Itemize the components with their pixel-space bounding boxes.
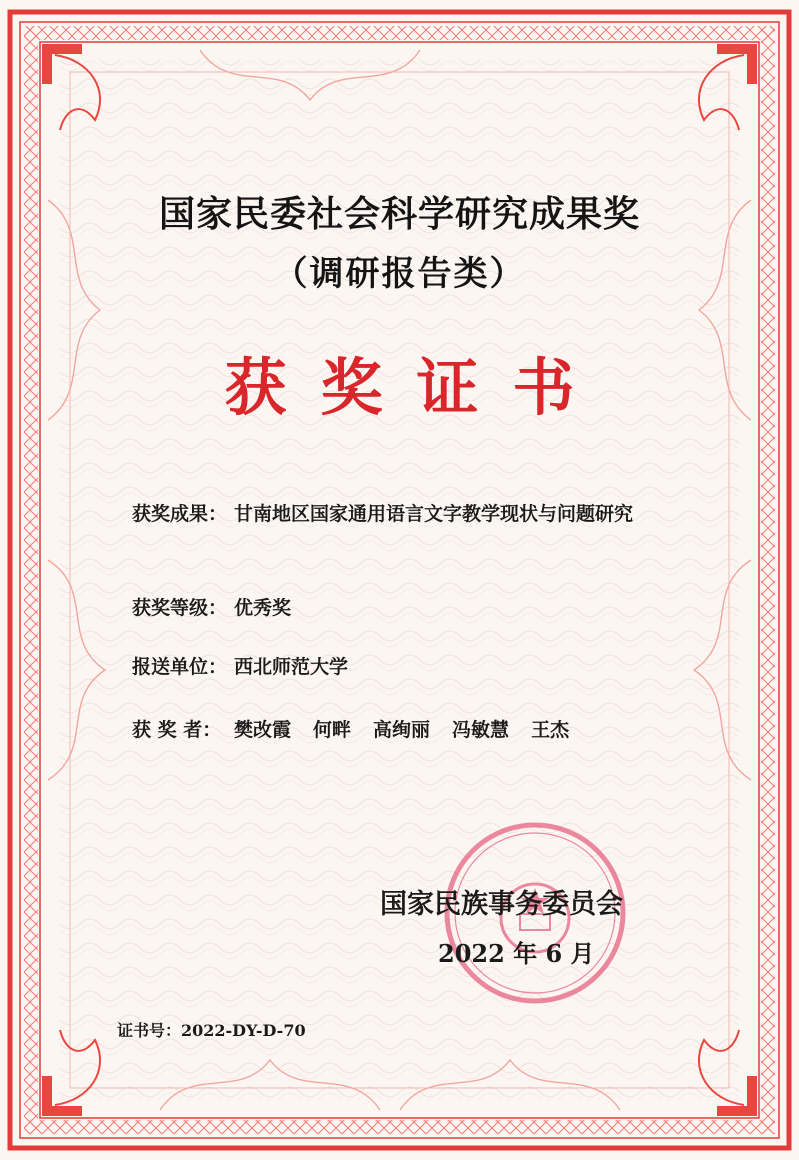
issuer-name: 国家民族事务委员会 <box>380 889 623 920</box>
field-winners <box>132 714 664 746</box>
field-value: 甘南地区国家通用语言文字教学现状与问题研究 <box>234 503 634 525</box>
winner-name: 冯敏慧 <box>452 719 510 741</box>
certificate-heading: 获奖证书 <box>224 351 609 424</box>
winner-list <box>234 714 664 746</box>
issue-date: 2022 年 6 月 <box>438 939 595 968</box>
winner-name: 樊改霞 <box>234 719 292 741</box>
award-title: 国家民委社会科学研究成果奖 <box>158 193 640 235</box>
field-label: 报送单位： <box>132 656 228 678</box>
winner-name: 高绚丽 <box>373 719 431 741</box>
field-value: 优秀奖 <box>234 597 292 619</box>
field-award-result <box>132 498 664 530</box>
field-label: 获奖成果： <box>132 503 228 525</box>
field-label: 获奖等级： <box>132 597 228 619</box>
field-award-level <box>132 592 664 624</box>
award-category: （调研报告类） <box>273 254 526 294</box>
field-submitting-unit <box>132 651 664 683</box>
winner-name: 何畔 <box>313 719 352 741</box>
winner-name: 王杰 <box>531 719 570 741</box>
field-label: 获 奖 者： <box>132 719 222 741</box>
certificate-number: 证书号：2022-DY-D-70 <box>117 1021 306 1040</box>
field-value: 西北师范大学 <box>234 656 349 678</box>
